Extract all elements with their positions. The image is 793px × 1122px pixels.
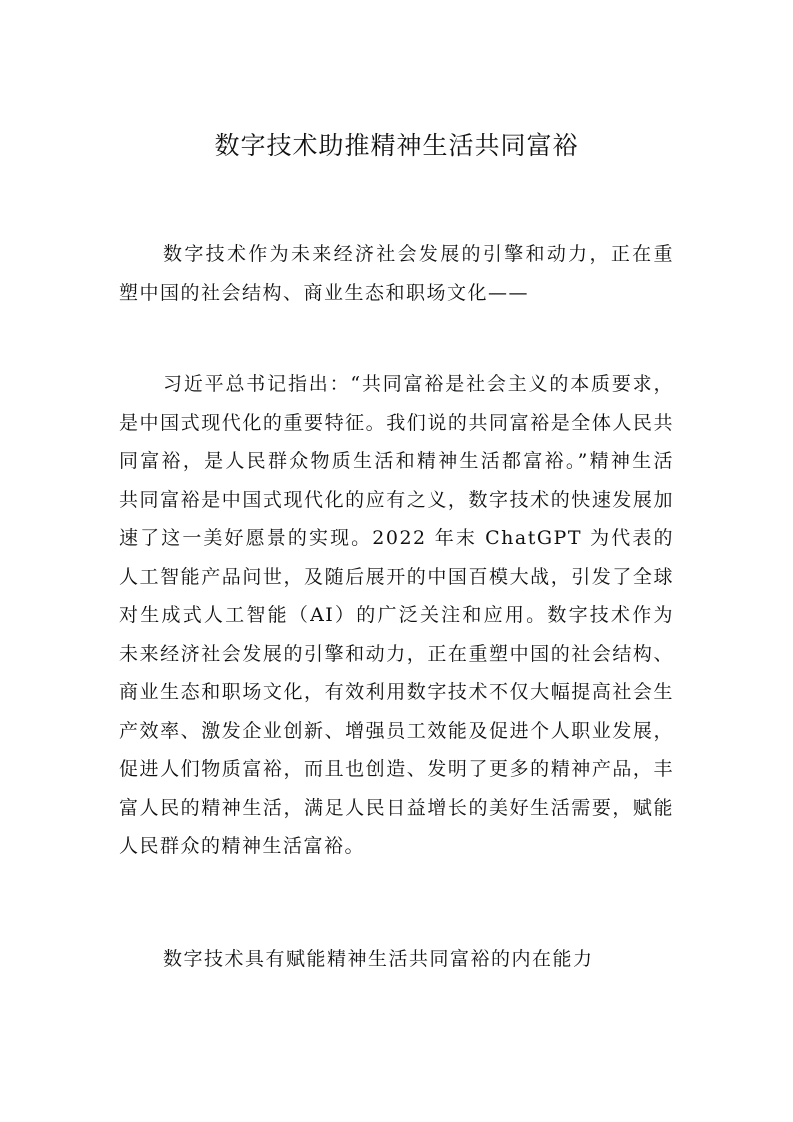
document-title: 数字技术助推精神生活共同富裕	[214, 131, 579, 160]
paragraph-section-heading: 数字技术具有赋能精神生活共同富裕的内在能力	[163, 948, 594, 970]
paragraph-intro: 数字技术作为未来经济社会发展的引擎和动力，正在重塑中国的社会结构、商业生态和职场文化——	[119, 243, 674, 304]
paragraph-quote: 习近平总书记指出：“共同富裕是社会主义的本质要求，是中国式现代化的重要特征。我们说的共同富裕是全体人民共同富裕，是人民群众物质生活和精神生活都富裕。”精神生活共同富裕是中国式现代化的应有之义，数字技术的快速发展加速了这一美好愿景的实现。2022 年末 ChatGPT 为代表的人工智能产品问世，及随后展开的中国百模大战，引发了全球对生成式人工智能（AI）的广泛关注和应用。数字技术作为未来经济社会发展的引擎和动力，正在重塑中国的社会结构、商业生态和职场文化，有效利用数字技术不仅大幅提高社会生产效率、激发企业创新、增强员工效能及促进个人职业发展，促进人们物质富裕，而且也创造、发明了更多的精神产品，丰富人民的精神生活，满足人民日益增长的美好生活需要，赋能人民群众的精神生活富裕。	[119, 373, 674, 857]
